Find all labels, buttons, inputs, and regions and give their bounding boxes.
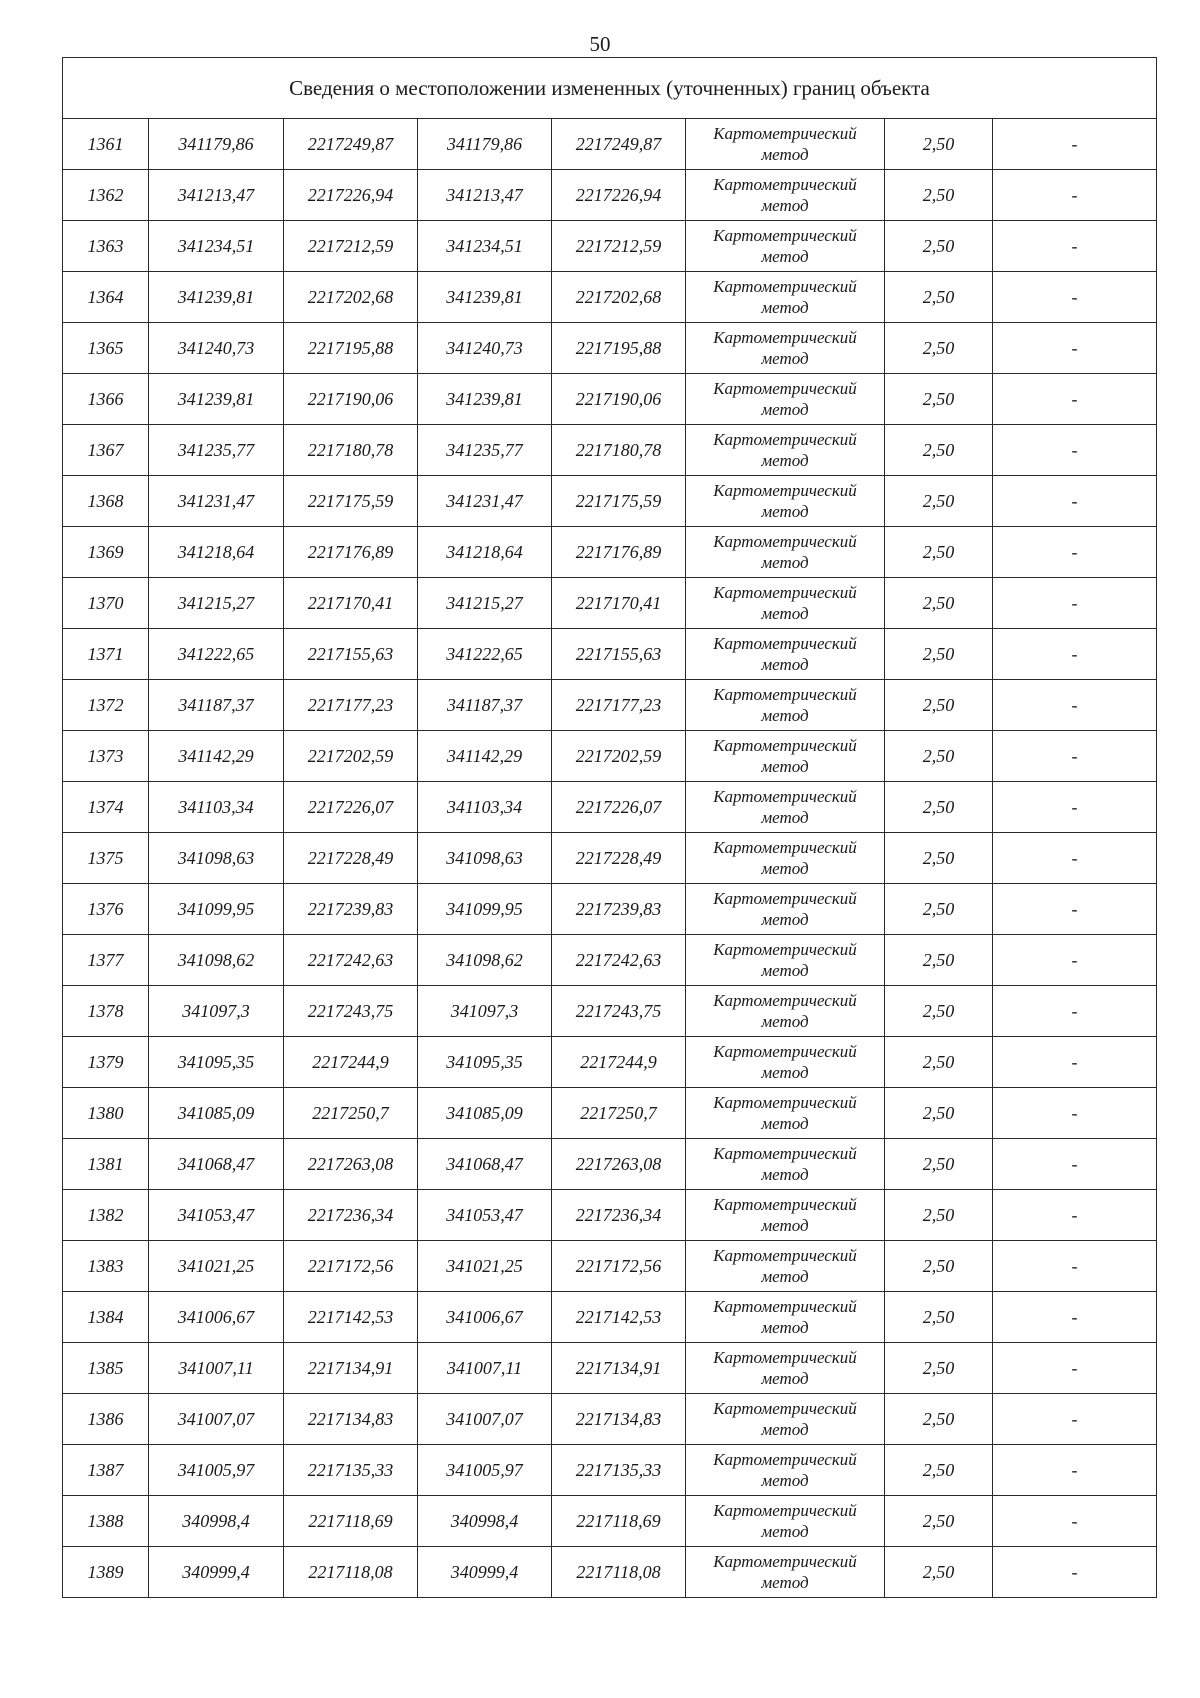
- cell-y-new: 2217228,49: [552, 833, 686, 884]
- cell-x-new: 341215,27: [418, 578, 552, 629]
- cell-y-new: 2217242,63: [552, 935, 686, 986]
- cell-method: Картометрический метод: [686, 1445, 885, 1496]
- cell-y-new: 2217176,89: [552, 527, 686, 578]
- cell-x-existing: 341006,67: [149, 1292, 284, 1343]
- cell-point-number: 1372: [63, 680, 149, 731]
- table-row: [63, 680, 1157, 731]
- cell-description: -: [993, 119, 1157, 170]
- cell-x-new: 341099,95: [418, 884, 552, 935]
- cell-accuracy: 2,50: [885, 1343, 993, 1394]
- boundary-table: [62, 57, 1157, 1598]
- cell-method: Картометрический метод: [686, 1190, 885, 1241]
- cell-method: Картометрический метод: [686, 170, 885, 221]
- cell-y-existing: 2217134,91: [284, 1343, 418, 1394]
- cell-method: Картометрический метод: [686, 425, 885, 476]
- cell-y-existing: 2217180,78: [284, 425, 418, 476]
- cell-description: -: [993, 1547, 1157, 1598]
- cell-accuracy: 2,50: [885, 1190, 993, 1241]
- cell-accuracy: 2,50: [885, 1394, 993, 1445]
- cell-description: -: [993, 884, 1157, 935]
- cell-x-new: 341142,29: [418, 731, 552, 782]
- cell-y-new: 2217202,59: [552, 731, 686, 782]
- cell-accuracy: 2,50: [885, 680, 993, 731]
- table-row: [63, 1037, 1157, 1088]
- table-row: [63, 782, 1157, 833]
- cell-accuracy: 2,50: [885, 374, 993, 425]
- cell-y-existing: 2217142,53: [284, 1292, 418, 1343]
- cell-method: Картометрический метод: [686, 578, 885, 629]
- cell-x-new: 341098,63: [418, 833, 552, 884]
- cell-x-new: 341231,47: [418, 476, 552, 527]
- table-row: [63, 425, 1157, 476]
- cell-method: Картометрический метод: [686, 221, 885, 272]
- table-row: [63, 1190, 1157, 1241]
- cell-x-new: 341098,62: [418, 935, 552, 986]
- table-row: [63, 221, 1157, 272]
- cell-x-new: 341053,47: [418, 1190, 552, 1241]
- cell-accuracy: 2,50: [885, 170, 993, 221]
- table-row: [63, 578, 1157, 629]
- cell-description: -: [993, 1394, 1157, 1445]
- cell-y-new: 2217263,08: [552, 1139, 686, 1190]
- cell-point-number: 1382: [63, 1190, 149, 1241]
- cell-y-existing: 2217202,59: [284, 731, 418, 782]
- cell-point-number: 1370: [63, 578, 149, 629]
- cell-y-new: 2217190,06: [552, 374, 686, 425]
- cell-point-number: 1383: [63, 1241, 149, 1292]
- cell-method: Картометрический метод: [686, 374, 885, 425]
- table-row: [63, 1088, 1157, 1139]
- cell-point-number: 1381: [63, 1139, 149, 1190]
- cell-description: -: [993, 578, 1157, 629]
- cell-accuracy: 2,50: [885, 1496, 993, 1547]
- cell-accuracy: 2,50: [885, 1241, 993, 1292]
- cell-y-new: 2217118,69: [552, 1496, 686, 1547]
- cell-description: -: [993, 731, 1157, 782]
- cell-x-new: 340998,4: [418, 1496, 552, 1547]
- table-row: [63, 884, 1157, 935]
- cell-y-new: 2217177,23: [552, 680, 686, 731]
- cell-point-number: 1387: [63, 1445, 149, 1496]
- cell-accuracy: 2,50: [885, 1547, 993, 1598]
- cell-description: -: [993, 629, 1157, 680]
- cell-accuracy: 2,50: [885, 425, 993, 476]
- table-row: [63, 935, 1157, 986]
- cell-x-existing: 341098,62: [149, 935, 284, 986]
- cell-description: -: [993, 425, 1157, 476]
- cell-y-new: 2217195,88: [552, 323, 686, 374]
- cell-x-existing: 341053,47: [149, 1190, 284, 1241]
- cell-y-new: 2217134,83: [552, 1394, 686, 1445]
- cell-x-new: 341218,64: [418, 527, 552, 578]
- cell-y-new: 2217226,94: [552, 170, 686, 221]
- cell-description: -: [993, 935, 1157, 986]
- cell-y-existing: 2217172,56: [284, 1241, 418, 1292]
- cell-x-existing: 341215,27: [149, 578, 284, 629]
- table-row: [63, 374, 1157, 425]
- table-row: [63, 323, 1157, 374]
- cell-y-new: 2217170,41: [552, 578, 686, 629]
- cell-y-existing: 2217243,75: [284, 986, 418, 1037]
- cell-description: -: [993, 1037, 1157, 1088]
- table-row: [63, 1394, 1157, 1445]
- cell-x-new: 340999,4: [418, 1547, 552, 1598]
- cell-y-existing: 2217226,94: [284, 170, 418, 221]
- cell-y-new: 2217202,68: [552, 272, 686, 323]
- cell-accuracy: 2,50: [885, 221, 993, 272]
- cell-y-new: 2217250,7: [552, 1088, 686, 1139]
- cell-x-new: 341187,37: [418, 680, 552, 731]
- cell-x-existing: 341021,25: [149, 1241, 284, 1292]
- cell-method: Картометрический метод: [686, 323, 885, 374]
- cell-x-new: 341239,81: [418, 272, 552, 323]
- cell-y-existing: 2217155,63: [284, 629, 418, 680]
- cell-point-number: 1384: [63, 1292, 149, 1343]
- cell-y-new: 2217236,34: [552, 1190, 686, 1241]
- cell-y-new: 2217135,33: [552, 1445, 686, 1496]
- cell-accuracy: 2,50: [885, 1445, 993, 1496]
- cell-accuracy: 2,50: [885, 476, 993, 527]
- cell-x-existing: 341085,09: [149, 1088, 284, 1139]
- table-row: [63, 1547, 1157, 1598]
- cell-description: -: [993, 374, 1157, 425]
- cell-point-number: 1388: [63, 1496, 149, 1547]
- table-row: [63, 1139, 1157, 1190]
- cell-description: -: [993, 782, 1157, 833]
- cell-accuracy: 2,50: [885, 884, 993, 935]
- cell-x-new: 341006,67: [418, 1292, 552, 1343]
- cell-y-existing: 2217226,07: [284, 782, 418, 833]
- cell-point-number: 1375: [63, 833, 149, 884]
- cell-point-number: 1389: [63, 1547, 149, 1598]
- cell-point-number: 1376: [63, 884, 149, 935]
- cell-y-existing: 2217170,41: [284, 578, 418, 629]
- cell-point-number: 1363: [63, 221, 149, 272]
- cell-accuracy: 2,50: [885, 1292, 993, 1343]
- cell-method: Картометрический метод: [686, 1343, 885, 1394]
- cell-x-new: 341235,77: [418, 425, 552, 476]
- cell-point-number: 1371: [63, 629, 149, 680]
- cell-description: -: [993, 1292, 1157, 1343]
- cell-y-new: 2217175,59: [552, 476, 686, 527]
- table-row: [63, 1496, 1157, 1547]
- cell-x-new: 341234,51: [418, 221, 552, 272]
- cell-x-existing: 341239,81: [149, 374, 284, 425]
- cell-y-new: 2217172,56: [552, 1241, 686, 1292]
- cell-y-existing: 2217176,89: [284, 527, 418, 578]
- cell-point-number: 1379: [63, 1037, 149, 1088]
- cell-y-existing: 2217118,69: [284, 1496, 418, 1547]
- cell-y-existing: 2217177,23: [284, 680, 418, 731]
- cell-x-existing: 341239,81: [149, 272, 284, 323]
- table-row: [63, 833, 1157, 884]
- cell-point-number: 1378: [63, 986, 149, 1037]
- cell-y-new: 2217180,78: [552, 425, 686, 476]
- cell-y-existing: 2217212,59: [284, 221, 418, 272]
- cell-x-existing: 341218,64: [149, 527, 284, 578]
- cell-y-existing: 2217135,33: [284, 1445, 418, 1496]
- cell-y-existing: 2217195,88: [284, 323, 418, 374]
- cell-description: -: [993, 272, 1157, 323]
- cell-method: Картометрический метод: [686, 935, 885, 986]
- cell-y-existing: 2217239,83: [284, 884, 418, 935]
- cell-y-existing: 2217175,59: [284, 476, 418, 527]
- cell-accuracy: 2,50: [885, 629, 993, 680]
- cell-point-number: 1386: [63, 1394, 149, 1445]
- cell-y-new: 2217212,59: [552, 221, 686, 272]
- cell-description: -: [993, 1343, 1157, 1394]
- table-row: [63, 527, 1157, 578]
- cell-point-number: 1380: [63, 1088, 149, 1139]
- cell-x-existing: 341068,47: [149, 1139, 284, 1190]
- cell-y-existing: 2217202,68: [284, 272, 418, 323]
- cell-accuracy: 2,50: [885, 1037, 993, 1088]
- cell-point-number: 1367: [63, 425, 149, 476]
- cell-method: Картометрический метод: [686, 1139, 885, 1190]
- table-title-row: [63, 58, 1157, 119]
- cell-method: Картометрический метод: [686, 833, 885, 884]
- cell-y-new: 2217244,9: [552, 1037, 686, 1088]
- cell-x-existing: 340999,4: [149, 1547, 284, 1598]
- cell-method: Картометрический метод: [686, 1241, 885, 1292]
- cell-x-new: 341005,97: [418, 1445, 552, 1496]
- cell-accuracy: 2,50: [885, 272, 993, 323]
- cell-accuracy: 2,50: [885, 119, 993, 170]
- cell-description: -: [993, 527, 1157, 578]
- cell-point-number: 1374: [63, 782, 149, 833]
- cell-x-existing: 341234,51: [149, 221, 284, 272]
- cell-y-new: 2217243,75: [552, 986, 686, 1037]
- cell-method: Картометрический метод: [686, 680, 885, 731]
- cell-method: Картометрический метод: [686, 119, 885, 170]
- cell-point-number: 1373: [63, 731, 149, 782]
- cell-y-new: 2217142,53: [552, 1292, 686, 1343]
- cell-x-new: 341103,34: [418, 782, 552, 833]
- cell-point-number: 1369: [63, 527, 149, 578]
- cell-accuracy: 2,50: [885, 986, 993, 1037]
- cell-y-existing: 2217244,9: [284, 1037, 418, 1088]
- table-row: [63, 272, 1157, 323]
- cell-y-new: 2217226,07: [552, 782, 686, 833]
- cell-x-new: 341097,3: [418, 986, 552, 1037]
- cell-x-existing: 341098,63: [149, 833, 284, 884]
- table-row: [63, 476, 1157, 527]
- cell-x-existing: 341097,3: [149, 986, 284, 1037]
- cell-method: Картометрический метод: [686, 986, 885, 1037]
- cell-x-existing: 341222,65: [149, 629, 284, 680]
- cell-accuracy: 2,50: [885, 527, 993, 578]
- cell-y-new: 2217155,63: [552, 629, 686, 680]
- cell-y-new: 2217239,83: [552, 884, 686, 935]
- cell-method: Картометрический метод: [686, 1088, 885, 1139]
- cell-method: Картометрический метод: [686, 731, 885, 782]
- page-number: 50: [589, 32, 611, 56]
- cell-y-new: 2217118,08: [552, 1547, 686, 1598]
- cell-x-new: 341085,09: [418, 1088, 552, 1139]
- cell-accuracy: 2,50: [885, 1088, 993, 1139]
- table-row: [63, 1445, 1157, 1496]
- cell-x-existing: 341095,35: [149, 1037, 284, 1088]
- cell-x-existing: 341103,34: [149, 782, 284, 833]
- cell-method: Картометрический метод: [686, 782, 885, 833]
- cell-method: Картометрический метод: [686, 629, 885, 680]
- cell-x-existing: 341007,07: [149, 1394, 284, 1445]
- cell-description: -: [993, 221, 1157, 272]
- cell-accuracy: 2,50: [885, 935, 993, 986]
- cell-method: Картометрический метод: [686, 1037, 885, 1088]
- cell-method: Картометрический метод: [686, 476, 885, 527]
- cell-method: Картометрический метод: [686, 1394, 885, 1445]
- cell-description: -: [993, 1241, 1157, 1292]
- cell-x-existing: 341213,47: [149, 170, 284, 221]
- table-row: [63, 986, 1157, 1037]
- cell-accuracy: 2,50: [885, 782, 993, 833]
- cell-accuracy: 2,50: [885, 578, 993, 629]
- cell-point-number: 1361: [63, 119, 149, 170]
- cell-x-new: 341213,47: [418, 170, 552, 221]
- cell-description: -: [993, 1139, 1157, 1190]
- cell-x-existing: 341099,95: [149, 884, 284, 935]
- cell-accuracy: 2,50: [885, 323, 993, 374]
- cell-y-existing: 2217249,87: [284, 119, 418, 170]
- cell-method: Картометрический метод: [686, 527, 885, 578]
- cell-y-existing: 2217250,7: [284, 1088, 418, 1139]
- cell-x-new: 341068,47: [418, 1139, 552, 1190]
- cell-point-number: 1366: [63, 374, 149, 425]
- cell-y-existing: 2217118,08: [284, 1547, 418, 1598]
- cell-description: -: [993, 170, 1157, 221]
- cell-x-existing: 341007,11: [149, 1343, 284, 1394]
- cell-x-existing: 341142,29: [149, 731, 284, 782]
- cell-x-new: 341007,11: [418, 1343, 552, 1394]
- cell-x-existing: 341187,37: [149, 680, 284, 731]
- cell-method: Картометрический метод: [686, 884, 885, 935]
- cell-point-number: 1368: [63, 476, 149, 527]
- table-row: [63, 1241, 1157, 1292]
- cell-x-new: 341095,35: [418, 1037, 552, 1088]
- cell-description: -: [993, 1496, 1157, 1547]
- cell-x-existing: 340998,4: [149, 1496, 284, 1547]
- cell-y-existing: 2217236,34: [284, 1190, 418, 1241]
- cell-x-existing: 341235,77: [149, 425, 284, 476]
- table-row: [63, 170, 1157, 221]
- cell-y-new: 2217249,87: [552, 119, 686, 170]
- cell-description: -: [993, 833, 1157, 884]
- cell-point-number: 1377: [63, 935, 149, 986]
- cell-y-existing: 2217134,83: [284, 1394, 418, 1445]
- cell-point-number: 1362: [63, 170, 149, 221]
- table-row: [63, 119, 1157, 170]
- cell-description: -: [993, 1088, 1157, 1139]
- cell-y-existing: 2217190,06: [284, 374, 418, 425]
- table-title: Сведения о местоположении измененных (уточненных) границ объекта: [63, 58, 1157, 119]
- cell-y-existing: 2217242,63: [284, 935, 418, 986]
- cell-point-number: 1364: [63, 272, 149, 323]
- cell-point-number: 1365: [63, 323, 149, 374]
- table-row: [63, 629, 1157, 680]
- cell-method: Картометрический метод: [686, 272, 885, 323]
- cell-y-new: 2217134,91: [552, 1343, 686, 1394]
- cell-accuracy: 2,50: [885, 1139, 993, 1190]
- cell-x-existing: 341240,73: [149, 323, 284, 374]
- cell-x-new: 341021,25: [418, 1241, 552, 1292]
- cell-accuracy: 2,50: [885, 731, 993, 782]
- cell-description: -: [993, 680, 1157, 731]
- cell-x-existing: 341179,86: [149, 119, 284, 170]
- cell-description: -: [993, 476, 1157, 527]
- cell-description: -: [993, 986, 1157, 1037]
- cell-method: Картометрический метод: [686, 1292, 885, 1343]
- cell-description: -: [993, 323, 1157, 374]
- cell-description: -: [993, 1445, 1157, 1496]
- table-row: [63, 1292, 1157, 1343]
- cell-x-existing: 341231,47: [149, 476, 284, 527]
- cell-accuracy: 2,50: [885, 833, 993, 884]
- cell-description: -: [993, 1190, 1157, 1241]
- cell-method: Картометрический метод: [686, 1496, 885, 1547]
- cell-x-new: 341222,65: [418, 629, 552, 680]
- cell-y-existing: 2217228,49: [284, 833, 418, 884]
- cell-point-number: 1385: [63, 1343, 149, 1394]
- cell-x-new: 341179,86: [418, 119, 552, 170]
- cell-x-new: 341239,81: [418, 374, 552, 425]
- cell-x-existing: 341005,97: [149, 1445, 284, 1496]
- table-row: [63, 731, 1157, 782]
- cell-x-new: 341240,73: [418, 323, 552, 374]
- cell-method: Картометрический метод: [686, 1547, 885, 1598]
- cell-x-new: 341007,07: [418, 1394, 552, 1445]
- table-row: [63, 1343, 1157, 1394]
- cell-y-existing: 2217263,08: [284, 1139, 418, 1190]
